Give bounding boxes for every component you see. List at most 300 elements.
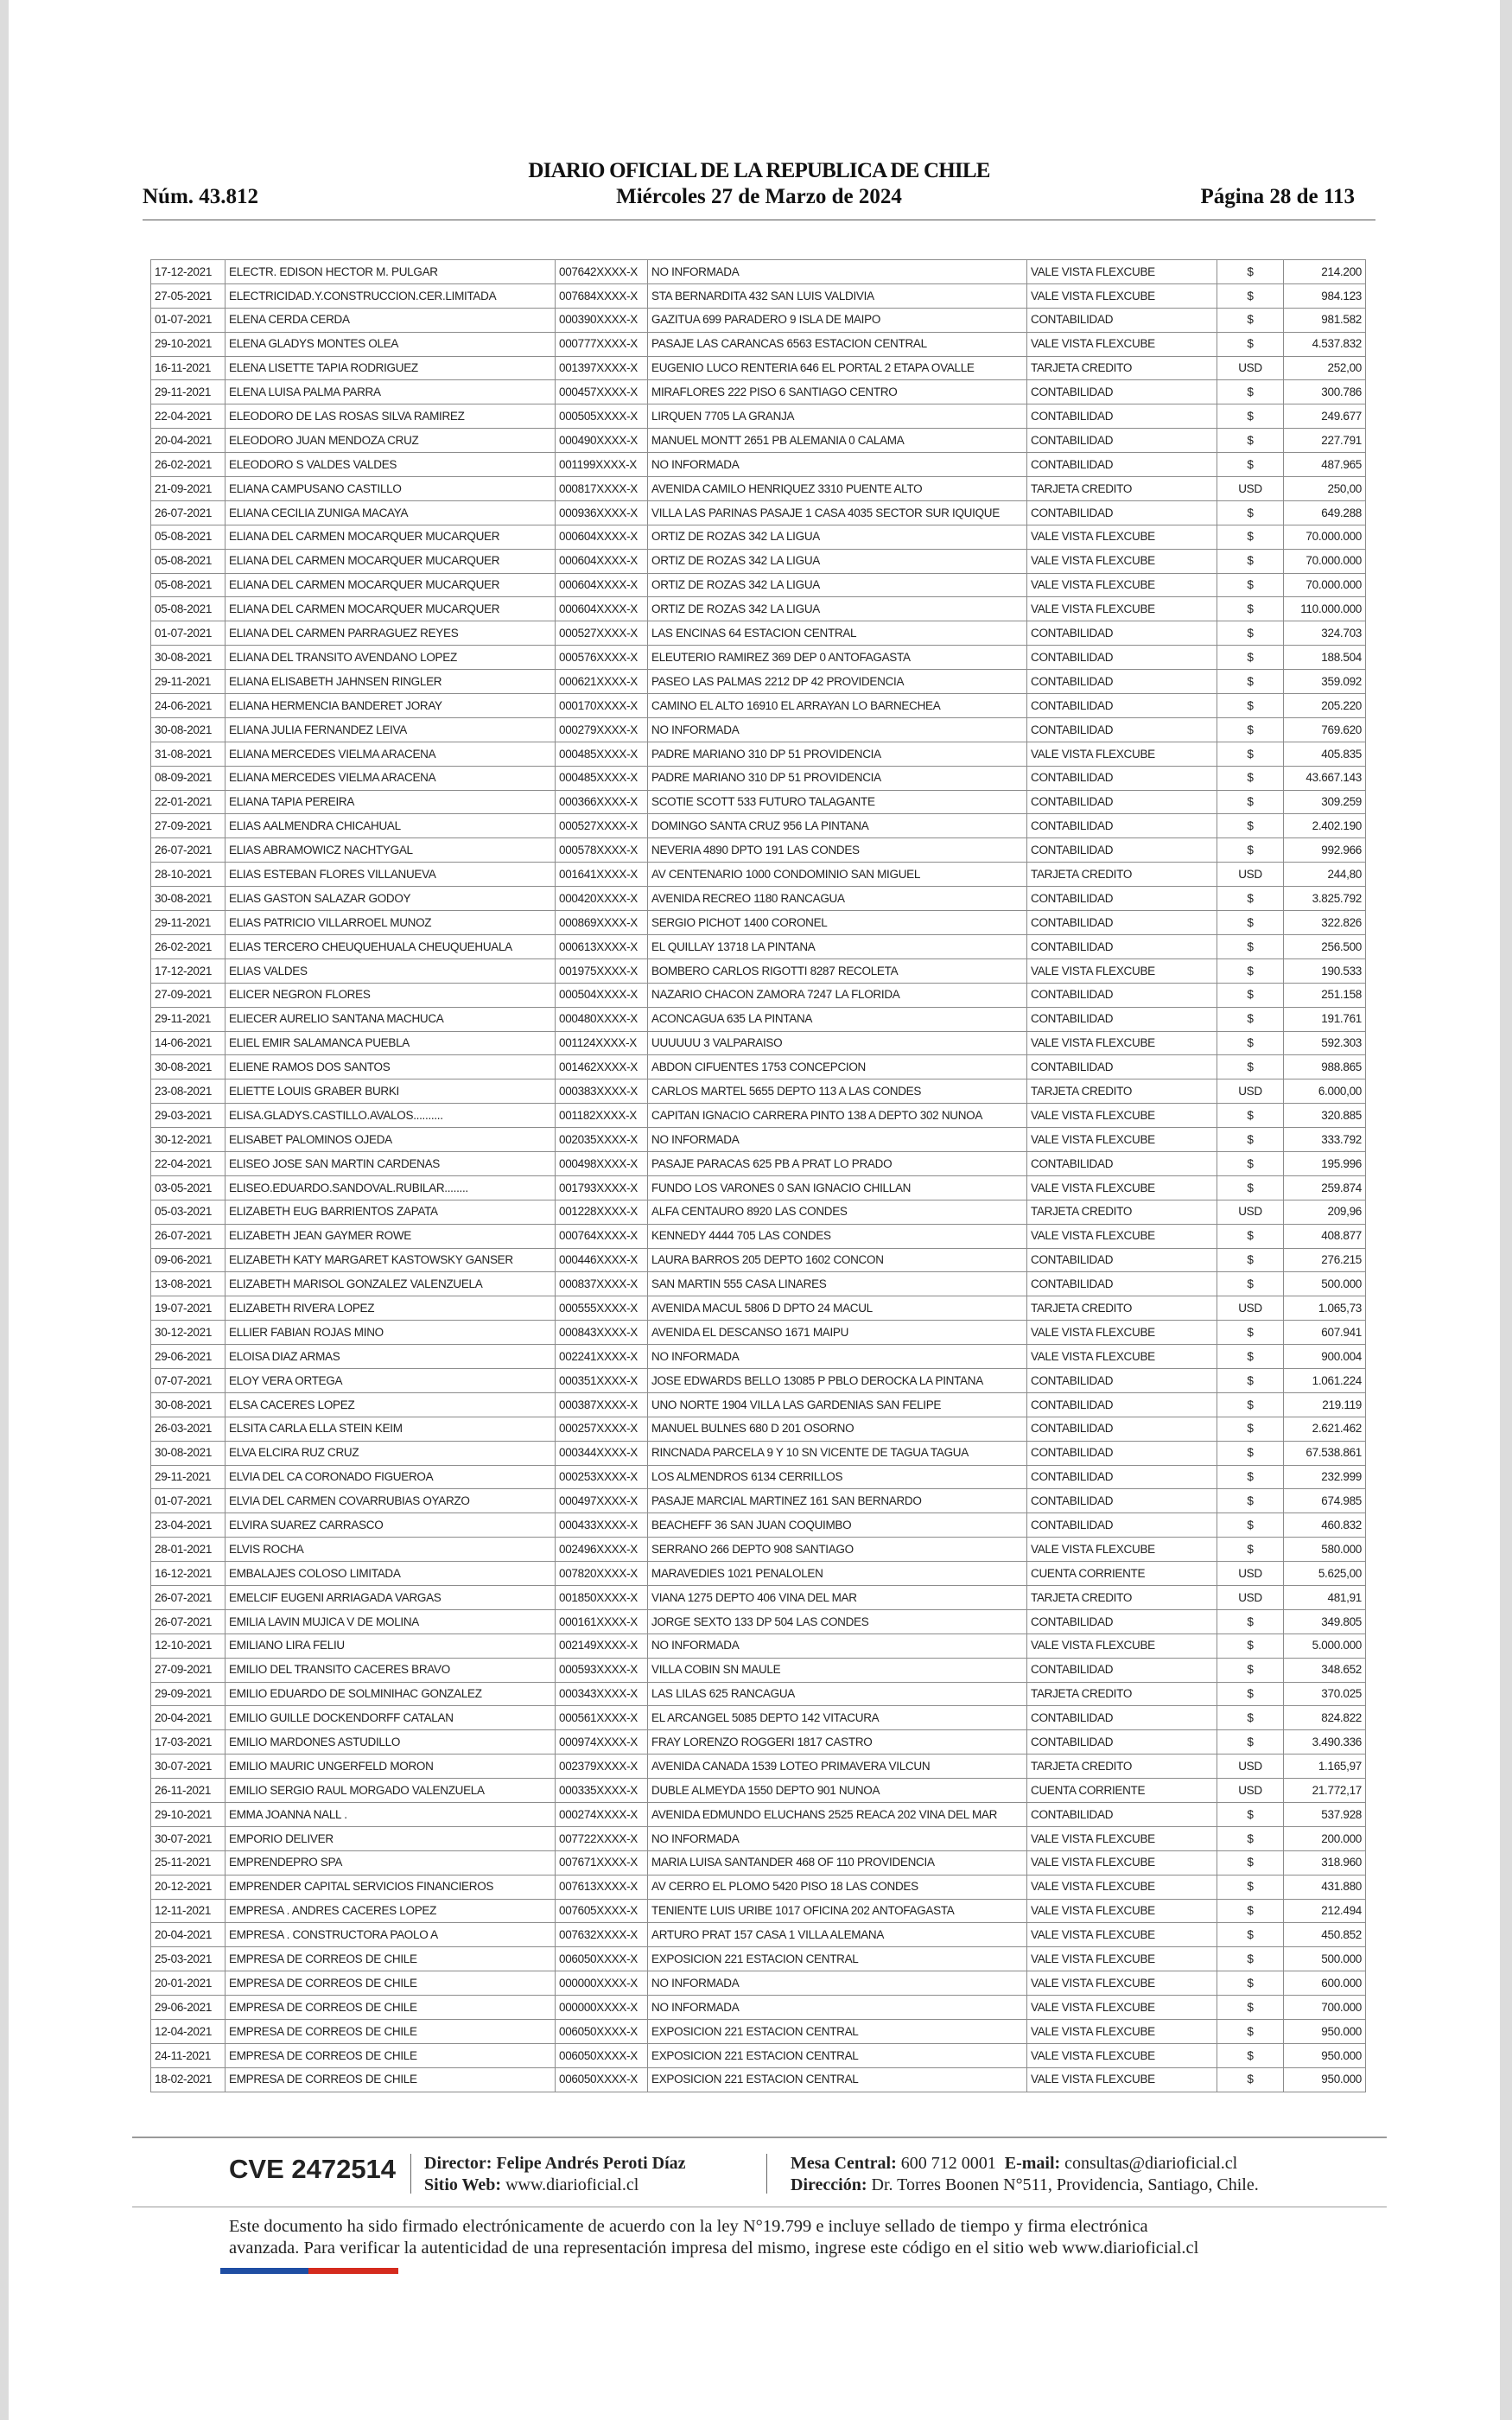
- date-cell: 30-07-2021: [151, 1826, 226, 1850]
- amount-cell: 191.761: [1284, 1007, 1366, 1031]
- name-cell: EMPRESA DE CORREOS DE CHILE: [226, 1996, 556, 2020]
- amount-cell: 250,00: [1284, 477, 1366, 501]
- amount-cell: 214.200: [1284, 260, 1366, 284]
- table-row: [151, 1441, 1366, 1465]
- name-cell: ELIAS GASTON SALAZAR GODOY: [226, 887, 556, 911]
- name-cell: ELENA GLADYS MONTES OLEA: [226, 332, 556, 356]
- account-cell: 001397XXXX-X: [556, 356, 648, 380]
- product-cell: VALE VISTA FLEXCUBE: [1027, 1947, 1217, 1971]
- product-cell: CONTABILIDAD: [1027, 404, 1217, 429]
- currency-cell: $: [1217, 1031, 1284, 1055]
- account-cell: 000817XXXX-X: [556, 477, 648, 501]
- table-row: [151, 260, 1366, 284]
- address-cell: FUNDO LOS VARONES 0 SAN IGNACIO CHILLAN: [648, 1175, 1027, 1200]
- address-cell: PASAJE MARCIAL MARTINEZ 161 SAN BERNARDO: [648, 1489, 1027, 1513]
- date-cell: 03-05-2021: [151, 1175, 226, 1200]
- amount-cell: 110.000.000: [1284, 597, 1366, 621]
- address-cell: AVENIDA MACUL 5806 D DPTO 24 MACUL: [648, 1296, 1027, 1321]
- address-cell: BEACHEFF 36 SAN JUAN COQUIMBO: [648, 1513, 1027, 1538]
- name-cell: EMILIO EDUARDO DE SOLMINIHAC GONZALEZ: [226, 1682, 556, 1706]
- signature-notice-line2: avanzada. Para verificar la autenticidad de una representación impresa del mismo, ingrese este código en el sitio web www.diarioficial.cl: [229, 2238, 1199, 2258]
- name-cell: ELVA ELCIRA RUZ CRUZ: [226, 1441, 556, 1465]
- name-cell: ELIZABETH RIVERA LOPEZ: [226, 1296, 556, 1321]
- date-cell: 26-03-2021: [151, 1417, 226, 1441]
- table-row: [151, 2020, 1366, 2044]
- table-row: [151, 694, 1366, 718]
- product-cell: VALE VISTA FLEXCUBE: [1027, 283, 1217, 308]
- table-row: [151, 1007, 1366, 1031]
- account-cell: 000561XXXX-X: [556, 1706, 648, 1730]
- address-cell: PASEO LAS PALMAS 2212 DP 42 PROVIDENCIA: [648, 670, 1027, 694]
- date-cell: 30-08-2021: [151, 1392, 226, 1417]
- name-cell: ELISEO JOSE SAN MARTIN CARDENAS: [226, 1151, 556, 1175]
- issue-date: Miércoles 27 de Marzo de 2024: [616, 185, 902, 208]
- product-cell: VALE VISTA FLEXCUBE: [1027, 2043, 1217, 2067]
- account-cell: 000000XXXX-X: [556, 1971, 648, 1996]
- date-cell: 23-08-2021: [151, 1079, 226, 1104]
- date-cell: 05-08-2021: [151, 525, 226, 549]
- amount-cell: 251.158: [1284, 983, 1366, 1007]
- table-row: [151, 790, 1366, 814]
- amount-cell: 950.000: [1284, 2067, 1366, 2092]
- address-cell: ACONCAGUA 635 LA PINTANA: [648, 1007, 1027, 1031]
- date-cell: 30-12-2021: [151, 1321, 226, 1345]
- table-row: [151, 911, 1366, 935]
- name-cell: ELIAS ESTEBAN FLORES VILLANUEVA: [226, 863, 556, 887]
- account-cell: 000527XXXX-X: [556, 814, 648, 838]
- amount-cell: 349.805: [1284, 1609, 1366, 1634]
- amount-cell: 249.677: [1284, 404, 1366, 429]
- table-row: [151, 1417, 1366, 1441]
- product-cell: CONTABILIDAD: [1027, 1513, 1217, 1538]
- product-cell: TARJETA CREDITO: [1027, 1200, 1217, 1224]
- account-cell: 006050XXXX-X: [556, 2043, 648, 2067]
- currency-cell: $: [1217, 694, 1284, 718]
- table-row: [151, 1803, 1366, 1827]
- name-cell: ELSITA CARLA ELLA STEIN KEIM: [226, 1417, 556, 1441]
- product-cell: CONTABILIDAD: [1027, 1368, 1217, 1392]
- amount-cell: 1.165,97: [1284, 1754, 1366, 1779]
- cve-code: CVE 2472514: [229, 2154, 397, 2184]
- table-row: [151, 742, 1366, 766]
- currency-cell: $: [1217, 1609, 1284, 1634]
- account-cell: 006050XXXX-X: [556, 2067, 648, 2092]
- currency-cell: $: [1217, 1826, 1284, 1850]
- date-cell: 20-04-2021: [151, 429, 226, 453]
- product-cell: CONTABILIDAD: [1027, 1417, 1217, 1441]
- flag-stripe-blue: [220, 2268, 308, 2274]
- currency-cell: USD: [1217, 1754, 1284, 1779]
- date-cell: 21-09-2021: [151, 477, 226, 501]
- amount-cell: 1.065,73: [1284, 1296, 1366, 1321]
- address-cell: NO INFORMADA: [648, 1128, 1027, 1152]
- table-row: [151, 308, 1366, 332]
- date-cell: 17-12-2021: [151, 260, 226, 284]
- account-cell: 000279XXXX-X: [556, 717, 648, 742]
- address-cell: MIRAFLORES 222 PISO 6 SANTIAGO CENTRO: [648, 380, 1027, 404]
- table-row: [151, 404, 1366, 429]
- address-cell: BOMBERO CARLOS RIGOTTI 8287 RECOLETA: [648, 958, 1027, 983]
- product-cell: CONTABILIDAD: [1027, 1658, 1217, 1682]
- name-cell: ELENA LISETTE TAPIA RODRIGUEZ: [226, 356, 556, 380]
- address-cell: NAZARIO CHACON ZAMORA 7247 LA FLORIDA: [648, 983, 1027, 1007]
- table-row: [151, 646, 1366, 670]
- table-row: [151, 1104, 1366, 1128]
- account-cell: 000351XXXX-X: [556, 1368, 648, 1392]
- product-cell: CONTABILIDAD: [1027, 1055, 1217, 1079]
- table-row: [151, 380, 1366, 404]
- address-cell: NO INFORMADA: [648, 453, 1027, 477]
- currency-cell: $: [1217, 742, 1284, 766]
- account-cell: 000604XXXX-X: [556, 525, 648, 549]
- currency-cell: $: [1217, 983, 1284, 1007]
- currency-cell: $: [1217, 1128, 1284, 1152]
- product-cell: VALE VISTA FLEXCUBE: [1027, 1128, 1217, 1152]
- date-cell: 26-07-2021: [151, 1585, 226, 1609]
- date-cell: 20-04-2021: [151, 1923, 226, 1947]
- issue-number: Núm. 43.812: [143, 185, 259, 208]
- table-row: [151, 1321, 1366, 1345]
- table-row: [151, 1585, 1366, 1609]
- address-cell: SAN MARTIN 555 CASA LINARES: [648, 1272, 1027, 1296]
- account-cell: 000344XXXX-X: [556, 1441, 648, 1465]
- address-cell: AV CERRO EL PLOMO 5420 PISO 18 LAS CONDES: [648, 1875, 1027, 1899]
- currency-cell: $: [1217, 1803, 1284, 1827]
- name-cell: ELIAS TERCERO CHEUQUEHUALA CHEUQUEHUALA: [226, 934, 556, 958]
- date-cell: 29-06-2021: [151, 1345, 226, 1369]
- date-cell: 17-12-2021: [151, 958, 226, 983]
- table-row: [151, 1465, 1366, 1489]
- name-cell: EMILIO GUILLE DOCKENDORFF CATALAN: [226, 1706, 556, 1730]
- account-cell: 002496XXXX-X: [556, 1538, 648, 1562]
- amount-cell: 460.832: [1284, 1513, 1366, 1538]
- amount-cell: 67.538.861: [1284, 1441, 1366, 1465]
- account-cell: 000604XXXX-X: [556, 573, 648, 597]
- account-cell: 000446XXXX-X: [556, 1248, 648, 1272]
- date-cell: 31-08-2021: [151, 742, 226, 766]
- table-row: [151, 814, 1366, 838]
- name-cell: EMBALAJES COLOSO LIMITADA: [226, 1562, 556, 1586]
- table-row: [151, 1079, 1366, 1104]
- amount-cell: 950.000: [1284, 2043, 1366, 2067]
- table-row: [151, 500, 1366, 525]
- currency-cell: $: [1217, 597, 1284, 621]
- currency-cell: $: [1217, 1658, 1284, 1682]
- table-row: [151, 1923, 1366, 1947]
- product-cell: CONTABILIDAD: [1027, 1248, 1217, 1272]
- currency-cell: $: [1217, 1538, 1284, 1562]
- account-cell: 002149XXXX-X: [556, 1634, 648, 1658]
- table-row: [151, 549, 1366, 573]
- account-cell: 002379XXXX-X: [556, 1754, 648, 1779]
- amount-cell: 5.625,00: [1284, 1562, 1366, 1586]
- name-cell: EMPRESA . ANDRES CACERES LOPEZ: [226, 1899, 556, 1923]
- amount-cell: 309.259: [1284, 790, 1366, 814]
- table-row: [151, 1345, 1366, 1369]
- name-cell: ELIANA DEL TRANSITO AVENDANO LOPEZ: [226, 646, 556, 670]
- date-cell: 29-06-2021: [151, 1996, 226, 2020]
- date-cell: 20-04-2021: [151, 1706, 226, 1730]
- address-cell: LAS LILAS 625 RANCAGUA: [648, 1682, 1027, 1706]
- product-cell: VALE VISTA FLEXCUBE: [1027, 1104, 1217, 1128]
- address-cell: LAURA BARROS 205 DEPTO 1602 CONCON: [648, 1248, 1027, 1272]
- address-cell: EL QUILLAY 13718 LA PINTANA: [648, 934, 1027, 958]
- date-cell: 05-08-2021: [151, 573, 226, 597]
- name-cell: ELISA.GLADYS.CASTILLO.AVALOS..........: [226, 1104, 556, 1128]
- name-cell: EMPRESA . CONSTRUCTORA PAOLO A: [226, 1923, 556, 1947]
- account-cell: 007684XXXX-X: [556, 283, 648, 308]
- currency-cell: $: [1217, 1947, 1284, 1971]
- table-row: [151, 453, 1366, 477]
- amount-cell: 4.537.832: [1284, 332, 1366, 356]
- name-cell: ELIZABETH MARISOL GONZALEZ VALENZUELA: [226, 1272, 556, 1296]
- address-cell: FRAY LORENZO ROGGERI 1817 CASTRO: [648, 1730, 1027, 1754]
- date-cell: 19-07-2021: [151, 1296, 226, 1321]
- date-cell: 17-03-2021: [151, 1730, 226, 1754]
- address-cell: ALFA CENTAURO 8920 LAS CONDES: [648, 1200, 1027, 1224]
- address-cell: PADRE MARIANO 310 DP 51 PROVIDENCIA: [648, 766, 1027, 790]
- table-row: [151, 1392, 1366, 1417]
- currency-cell: $: [1217, 1345, 1284, 1369]
- email-label: E-mail:: [1004, 2154, 1061, 2173]
- product-cell: CONTABILIDAD: [1027, 887, 1217, 911]
- date-cell: 26-02-2021: [151, 934, 226, 958]
- date-cell: 26-07-2021: [151, 838, 226, 863]
- address-cell: ELEUTERIO RAMIREZ 369 DEP 0 ANTOFAGASTA: [648, 646, 1027, 670]
- product-cell: CONTABILIDAD: [1027, 500, 1217, 525]
- address-cell: EXPOSICION 221 ESTACION CENTRAL: [648, 2067, 1027, 2092]
- currency-cell: USD: [1217, 1779, 1284, 1803]
- currency-cell: $: [1217, 525, 1284, 549]
- currency-cell: $: [1217, 1055, 1284, 1079]
- amount-cell: 6.000,00: [1284, 1079, 1366, 1104]
- date-cell: 29-10-2021: [151, 1803, 226, 1827]
- currency-cell: $: [1217, 283, 1284, 308]
- name-cell: ELEODORO DE LAS ROSAS SILVA RAMIREZ: [226, 404, 556, 429]
- amount-cell: 649.288: [1284, 500, 1366, 525]
- amount-cell: 370.025: [1284, 1682, 1366, 1706]
- account-cell: 000387XXXX-X: [556, 1392, 648, 1417]
- name-cell: ELIZABETH EUG BARRIENTOS ZAPATA: [226, 1200, 556, 1224]
- product-cell: VALE VISTA FLEXCUBE: [1027, 332, 1217, 356]
- address-cell: NO INFORMADA: [648, 1634, 1027, 1658]
- currency-cell: $: [1217, 1875, 1284, 1899]
- name-cell: ELIANA CECILIA ZUNIGA MACAYA: [226, 500, 556, 525]
- amount-cell: 3.825.792: [1284, 887, 1366, 911]
- product-cell: VALE VISTA FLEXCUBE: [1027, 1850, 1217, 1875]
- address-cell: LOS ALMENDROS 6134 CERRILLOS: [648, 1465, 1027, 1489]
- currency-cell: USD: [1217, 1296, 1284, 1321]
- table-row: [151, 1368, 1366, 1392]
- date-cell: 22-04-2021: [151, 1151, 226, 1175]
- address-cell: STA BERNARDITA 432 SAN LUIS VALDIVIA: [648, 283, 1027, 308]
- address-cell: UUUUUU 3 VALPARAISO: [648, 1031, 1027, 1055]
- amount-cell: 487.965: [1284, 453, 1366, 477]
- amount-cell: 537.928: [1284, 1803, 1366, 1827]
- currency-cell: $: [1217, 1392, 1284, 1417]
- date-cell: 20-12-2021: [151, 1875, 226, 1899]
- currency-cell: $: [1217, 1996, 1284, 2020]
- table-row: [151, 1826, 1366, 1850]
- table-row: [151, 1658, 1366, 1682]
- currency-cell: $: [1217, 1248, 1284, 1272]
- name-cell: ELIANA DEL CARMEN MOCARQUER MUCARQUER: [226, 525, 556, 549]
- currency-cell: $: [1217, 380, 1284, 404]
- table-row: [151, 597, 1366, 621]
- date-cell: 12-11-2021: [151, 1899, 226, 1923]
- product-cell: VALE VISTA FLEXCUBE: [1027, 573, 1217, 597]
- table-row: [151, 983, 1366, 1007]
- product-cell: VALE VISTA FLEXCUBE: [1027, 1899, 1217, 1923]
- product-cell: VALE VISTA FLEXCUBE: [1027, 958, 1217, 983]
- name-cell: ELIENE RAMOS DOS SANTOS: [226, 1055, 556, 1079]
- date-cell: 12-04-2021: [151, 2020, 226, 2044]
- address-cell: RINCNADA PARCELA 9 Y 10 SN VICENTE DE TAGUA TAGUA: [648, 1441, 1027, 1465]
- address-cell: MARAVEDIES 1021 PENALOLEN: [648, 1562, 1027, 1586]
- currency-cell: $: [1217, 814, 1284, 838]
- currency-cell: $: [1217, 1923, 1284, 1947]
- currency-cell: $: [1217, 1682, 1284, 1706]
- currency-cell: $: [1217, 766, 1284, 790]
- amount-cell: 200.000: [1284, 1826, 1366, 1850]
- product-cell: VALE VISTA FLEXCUBE: [1027, 1031, 1217, 1055]
- amount-cell: 5.000.000: [1284, 1634, 1366, 1658]
- product-cell: VALE VISTA FLEXCUBE: [1027, 1923, 1217, 1947]
- account-cell: 000837XXXX-X: [556, 1272, 648, 1296]
- account-cell: 000383XXXX-X: [556, 1079, 648, 1104]
- date-cell: 01-07-2021: [151, 1489, 226, 1513]
- currency-cell: $: [1217, 1634, 1284, 1658]
- date-cell: 07-07-2021: [151, 1368, 226, 1392]
- name-cell: ELECTR. EDISON HECTOR M. PULGAR: [226, 260, 556, 284]
- currency-cell: $: [1217, 1899, 1284, 1923]
- amount-cell: 348.652: [1284, 1658, 1366, 1682]
- account-cell: 000490XXXX-X: [556, 429, 648, 453]
- date-cell: 30-07-2021: [151, 1754, 226, 1779]
- currency-cell: $: [1217, 2043, 1284, 2067]
- address-cell: GAZITUA 699 PARADERO 9 ISLA DE MAIPO: [648, 308, 1027, 332]
- amount-cell: 70.000.000: [1284, 525, 1366, 549]
- date-cell: 30-08-2021: [151, 887, 226, 911]
- website-line: [424, 2175, 638, 2195]
- name-cell: EMILIANO LIRA FELIU: [226, 1634, 556, 1658]
- amount-cell: 984.123: [1284, 283, 1366, 308]
- account-cell: 001641XXXX-X: [556, 863, 648, 887]
- product-cell: CONTABILIDAD: [1027, 814, 1217, 838]
- address-cell: DOMINGO SANTA CRUZ 956 LA PINTANA: [648, 814, 1027, 838]
- currency-cell: $: [1217, 646, 1284, 670]
- currency-cell: $: [1217, 1224, 1284, 1248]
- product-cell: CONTABILIDAD: [1027, 1441, 1217, 1465]
- amount-cell: 190.533: [1284, 958, 1366, 983]
- date-cell: 28-01-2021: [151, 1538, 226, 1562]
- date-cell: 16-12-2021: [151, 1562, 226, 1586]
- table-row: [151, 477, 1366, 501]
- table-row: [151, 1272, 1366, 1296]
- date-cell: 28-10-2021: [151, 863, 226, 887]
- name-cell: EMPRESA DE CORREOS DE CHILE: [226, 2067, 556, 2092]
- date-cell: 30-08-2021: [151, 646, 226, 670]
- amount-cell: 408.877: [1284, 1224, 1366, 1248]
- account-cell: 000343XXXX-X: [556, 1682, 648, 1706]
- currency-cell: $: [1217, 453, 1284, 477]
- product-cell: CONTABILIDAD: [1027, 453, 1217, 477]
- amount-cell: 70.000.000: [1284, 549, 1366, 573]
- gazette-title: DIARIO OFICIAL DE LA REPUBLICA DE CHILE: [528, 159, 990, 182]
- currency-cell: $: [1217, 1417, 1284, 1441]
- account-cell: 000764XXXX-X: [556, 1224, 648, 1248]
- name-cell: ELIANA ELISABETH JAHNSEN RINGLER: [226, 670, 556, 694]
- table-row: [151, 1730, 1366, 1754]
- name-cell: EMPRESA DE CORREOS DE CHILE: [226, 2043, 556, 2067]
- account-cell: 000498XXXX-X: [556, 1151, 648, 1175]
- date-cell: 08-09-2021: [151, 766, 226, 790]
- address-cell: NO INFORMADA: [648, 260, 1027, 284]
- table-row: [151, 1634, 1366, 1658]
- director-label: Director:: [424, 2154, 492, 2173]
- product-cell: CONTABILIDAD: [1027, 646, 1217, 670]
- account-cell: 000504XXXX-X: [556, 983, 648, 1007]
- address-cell: LAS ENCINAS 64 ESTACION CENTRAL: [648, 621, 1027, 646]
- address-cell: ABDON CIFUENTES 1753 CONCEPCION: [648, 1055, 1027, 1079]
- account-cell: 001850XXXX-X: [556, 1585, 648, 1609]
- date-cell: 26-02-2021: [151, 453, 226, 477]
- name-cell: ELLIER FABIAN ROJAS MINO: [226, 1321, 556, 1345]
- address-cell: AV CENTENARIO 1000 CONDOMINIO SAN MIGUEL: [648, 863, 1027, 887]
- table-row: [151, 1850, 1366, 1875]
- currency-cell: $: [1217, 332, 1284, 356]
- table-row: [151, 766, 1366, 790]
- address-cell: AVENIDA CANADA 1539 LOTEO PRIMAVERA VILCUN: [648, 1754, 1027, 1779]
- account-cell: 000257XXXX-X: [556, 1417, 648, 1441]
- address-cell: NO INFORMADA: [648, 1971, 1027, 1996]
- account-cell: 000170XXXX-X: [556, 694, 648, 718]
- currency-cell: $: [1217, 717, 1284, 742]
- product-cell: VALE VISTA FLEXCUBE: [1027, 1175, 1217, 1200]
- website-url: www.diarioficial.cl: [505, 2175, 639, 2194]
- date-cell: 05-08-2021: [151, 597, 226, 621]
- currency-cell: $: [1217, 1368, 1284, 1392]
- product-cell: TARJETA CREDITO: [1027, 1079, 1217, 1104]
- table-row: [151, 2043, 1366, 2067]
- name-cell: ELEODORO JUAN MENDOZA CRUZ: [226, 429, 556, 453]
- address-cell: SCOTIE SCOTT 533 FUTURO TALAGANTE: [648, 790, 1027, 814]
- currency-cell: $: [1217, 1513, 1284, 1538]
- account-cell: 000420XXXX-X: [556, 887, 648, 911]
- name-cell: ELIEL EMIR SALAMANCA PUEBLA: [226, 1031, 556, 1055]
- table-row: [151, 1296, 1366, 1321]
- product-cell: CONTABILIDAD: [1027, 1272, 1217, 1296]
- amount-cell: 988.865: [1284, 1055, 1366, 1079]
- product-cell: CONTABILIDAD: [1027, 1489, 1217, 1513]
- currency-cell: $: [1217, 790, 1284, 814]
- account-cell: 000485XXXX-X: [556, 742, 648, 766]
- date-cell: 25-03-2021: [151, 1947, 226, 1971]
- address-cell: EUGENIO LUCO RENTERIA 646 EL PORTAL 2 ETAPA OVALLE: [648, 356, 1027, 380]
- date-cell: 01-07-2021: [151, 621, 226, 646]
- address-cell: VIANA 1275 DEPTO 406 VINA DEL MAR: [648, 1585, 1027, 1609]
- product-cell: CONTABILIDAD: [1027, 380, 1217, 404]
- address-cell: LIRQUEN 7705 LA GRANJA: [648, 404, 1027, 429]
- table-row: [151, 1996, 1366, 2020]
- amount-cell: 320.885: [1284, 1104, 1366, 1128]
- name-cell: ELIANA DEL CARMEN MOCARQUER MUCARQUER: [226, 597, 556, 621]
- account-cell: 000604XXXX-X: [556, 597, 648, 621]
- date-cell: 30-08-2021: [151, 1441, 226, 1465]
- amount-cell: 981.582: [1284, 308, 1366, 332]
- name-cell: ELIANA JULIA FERNANDEZ LEIVA: [226, 717, 556, 742]
- currency-cell: $: [1217, 2067, 1284, 2092]
